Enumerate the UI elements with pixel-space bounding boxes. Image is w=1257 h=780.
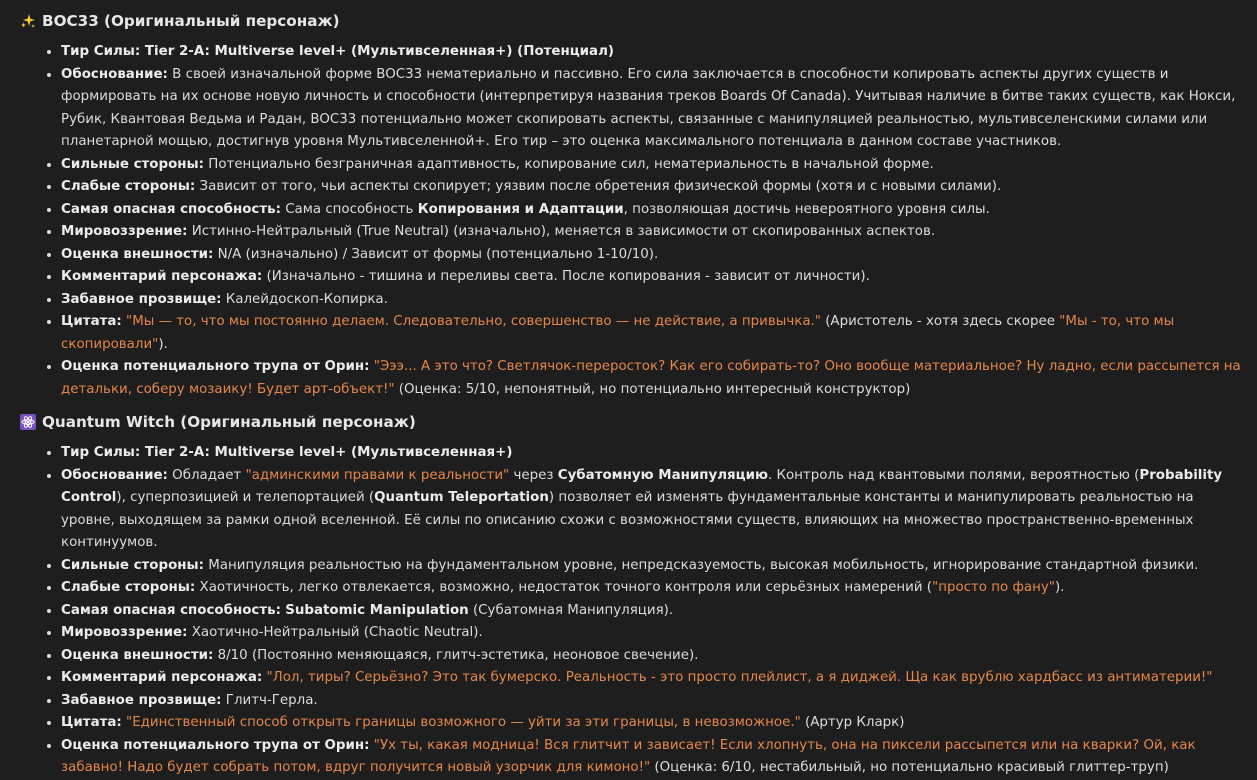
item-text: Хаотичность, легко отвлекается, возможно, недостаток точного контроля или серьёзных намерений ( bbox=[195, 580, 933, 595]
item-text: В своей изначальной форме BOC33 нематериально и пассивно. Его сила заключается в способности копировать аспекты других существ и формировать на их основе новую личность и способности (интерпретируя названия треков Boards Of Canada). Учитывая наличие в битве таких существ, как Нокси, Рубик, Квантовая Ведьма и Радан, BOC33 потенциально может скопировать аспекты, связанные с манипуляцией реальностью, мультивселенскими силами или планетарной мощью, достигнув уровня Мультивселенной+. Его тир – это оценка максимального потенциала в данном составе участников. bbox=[61, 66, 1236, 149]
item-text: (Аристотель - хотя здесь скорее bbox=[820, 314, 1060, 329]
section-title-quantum-witch bbox=[20, 411, 1241, 433]
list-item bbox=[61, 622, 1241, 645]
quote-text: "админскими правами к реальности" bbox=[245, 467, 510, 483]
bold-text: Субатомную Манипуляцию bbox=[557, 467, 768, 483]
list-item bbox=[61, 64, 1241, 154]
item-label: Обоснование: bbox=[61, 66, 168, 82]
list-item bbox=[61, 735, 1241, 780]
bold-text: Probability Control bbox=[61, 467, 1223, 505]
quote-text: "Эээ... А это что? Светлячок-переросток? Как его собирать-то? Оно вообще материальное? Ну ладно, если рассыпется на детальки, соберу мозаику! Будет арт-объект!" bbox=[61, 359, 1241, 397]
item-text: Манипуляция реальностью на фундаментальном уровне, непредсказуемость, высокая мобильность, игнорирование стандартной физики. bbox=[204, 557, 1199, 573]
item-label: Цитата: bbox=[61, 715, 122, 730]
item-text: Истинно-Нейтральный (True Neutral) (изначально), меняется в зависимости от скопированных аспектов. bbox=[187, 224, 936, 239]
item-label: Самая опасная способность: bbox=[61, 602, 281, 618]
quote-text: "Мы - то, что мы скопировали" bbox=[61, 314, 1175, 352]
bold-text: Quantum Teleportation bbox=[374, 490, 549, 505]
bold-text: Tier 2-A: Multiverse level+ (Мультивселенная+) bbox=[140, 445, 513, 460]
list-item bbox=[61, 577, 1241, 600]
item-text: Калейдоскоп-Копирка. bbox=[221, 291, 388, 307]
item-label: Тир Силы: bbox=[61, 445, 141, 460]
list-item bbox=[61, 442, 1241, 465]
item-label: Оценка потенциального трупа от Орин: bbox=[61, 359, 370, 374]
list-item bbox=[61, 690, 1241, 713]
item-label: Самая опасная способность: bbox=[61, 201, 281, 217]
item-label: Забавное прозвище: bbox=[61, 291, 222, 307]
item-label: Обоснование: bbox=[61, 467, 168, 483]
bold-text: Tier 2-A: Multiverse level+ (Мультивселенная+) (Потенциал) bbox=[140, 44, 615, 59]
item-label: Забавное прозвище: bbox=[61, 692, 222, 708]
item-text: ), суперпозицией и телепортацией ( bbox=[116, 490, 375, 505]
section-title-boc33 bbox=[20, 10, 1241, 32]
item-label: Сильные стороны: bbox=[61, 156, 204, 172]
item-label: Слабые стороны: bbox=[61, 580, 196, 595]
item-text: (Оценка: 5/10, непонятный, но потенциально интересный конструктор) bbox=[394, 381, 911, 397]
item-text: Зависит от того, чьи аспекты скопирует; уязвим после обретения физической формы (хотя и с новыми силами). bbox=[195, 179, 1002, 194]
item-text: (Субатомная Манипуляция). bbox=[468, 602, 674, 618]
item-label: Мировоззрение: bbox=[61, 625, 188, 640]
bold-text: Subatomic Manipulation bbox=[285, 602, 469, 618]
quote-text: "Ух ты, какая модница! Вся глитчит и зависает! Если хлопнуть, она на пиксели рассыпется или на кварки? Ой, как забавно! Надо будет собрать потом, вдруг получится новый узорчик для кимоно!" bbox=[61, 737, 1196, 775]
quote-text: "Мы — то, что мы постоянно делаем. Следовательно, совершенство — не действие, а привычка." bbox=[126, 314, 821, 329]
list-item bbox=[61, 311, 1241, 356]
item-text: ) позволяет ей изменять фундаментальные константы и манипулировать реальностью на уровне, выходящем за рамки одной вселенной. Её силы по описанию схожи с возможностями существ, влияющих на множество пространственно-временных континуумов. bbox=[61, 490, 1194, 550]
list-item bbox=[61, 199, 1241, 222]
item-text: ). bbox=[1054, 580, 1065, 595]
item-label: Цитата: bbox=[61, 314, 122, 329]
list-item bbox=[61, 712, 1241, 735]
section-list bbox=[20, 41, 1241, 401]
quote-text: "просто по фану" bbox=[932, 580, 1055, 595]
item-label: Слабые стороны: bbox=[61, 179, 196, 194]
item-label: Оценка потенциального трупа от Орин: bbox=[61, 737, 370, 753]
list-item bbox=[61, 176, 1241, 199]
item-label: Мировоззрение: bbox=[61, 224, 188, 239]
item-label: Оценка внешности: bbox=[61, 647, 214, 663]
item-label: Сильные стороны: bbox=[61, 557, 204, 573]
list-item bbox=[61, 41, 1241, 64]
item-label: Комментарий персонажа: bbox=[61, 670, 263, 685]
list-item bbox=[61, 244, 1241, 267]
list-item bbox=[61, 465, 1241, 555]
item-text: 8/10 (Постоянно меняющаяся, глитч-эстетика, неоновое свечение). bbox=[213, 647, 699, 663]
item-text: через bbox=[509, 467, 558, 483]
list-item bbox=[61, 154, 1241, 177]
atom-symbol-icon bbox=[20, 414, 36, 430]
item-text: Обладает bbox=[167, 467, 246, 483]
list-item bbox=[61, 600, 1241, 623]
item-text: Потенциально безграничная адаптивность, копирование сил, нематериальность в начальной форме. bbox=[204, 156, 934, 172]
list-item bbox=[61, 266, 1241, 289]
bold-text: Копирования и Адаптации bbox=[417, 201, 624, 217]
item-text: ). bbox=[158, 336, 168, 352]
quote-text: "Единственный способ открыть границы возможного — уйти за эти границы, в невозможное." bbox=[126, 715, 801, 730]
list-item bbox=[61, 645, 1241, 668]
section-title-text: BOC33 (Оригинальный персонаж) bbox=[42, 12, 340, 30]
section-title-text: Quantum Witch (Оригинальный персонаж) bbox=[42, 413, 416, 431]
item-label: Комментарий персонажа: bbox=[61, 269, 263, 284]
item-text: Хаотично-Нейтральный (Chaotic Neutral). bbox=[187, 625, 483, 640]
list-item bbox=[61, 667, 1241, 690]
item-text: (Оценка: 6/10, нестабильный, но потенциально красивый глиттер-труп) bbox=[650, 760, 1169, 775]
list-item bbox=[61, 356, 1241, 401]
sparkles-icon bbox=[20, 13, 36, 29]
item-text: , позволяющая достичь невероятного уровня силы. bbox=[623, 201, 990, 217]
item-text: Сама способность bbox=[280, 201, 418, 217]
item-label: Оценка внешности: bbox=[61, 246, 214, 262]
item-text: N/A (изначально) / Зависит от формы (потенциально 1-10/10). bbox=[213, 246, 659, 262]
list-item bbox=[61, 555, 1241, 578]
list-item bbox=[61, 289, 1241, 312]
item-text: (Изначально - тишина и переливы света. После копирования - зависит от личности). bbox=[262, 269, 870, 284]
section-list bbox=[20, 442, 1241, 780]
item-text: Глитч-Герла. bbox=[221, 692, 318, 708]
item-text: (Артур Кларк) bbox=[800, 715, 905, 730]
list-item bbox=[61, 221, 1241, 244]
item-label: Тир Силы: bbox=[61, 44, 141, 59]
quote-text: "Лол, тиры? Серьёзно? Это так бумерско. Реальность - это просто плейлист, а я диджей. Ща как врублю хардбасс из антиматерии!" bbox=[266, 670, 1213, 685]
item-text: . Контроль над квантовыми полями, вероятностью ( bbox=[767, 467, 1140, 483]
